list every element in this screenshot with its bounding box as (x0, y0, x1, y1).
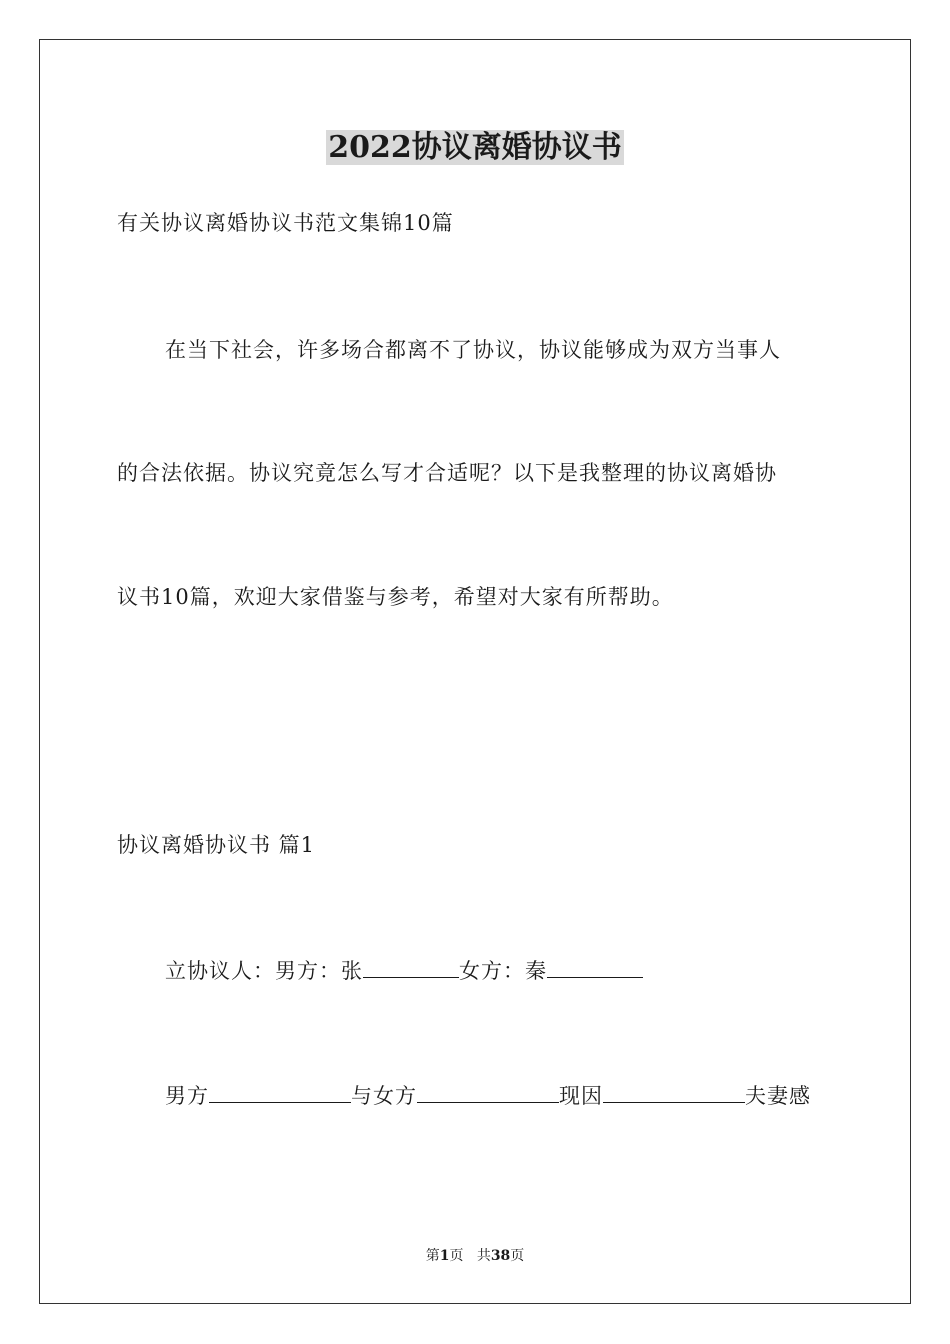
body-with-female: 与女方 (351, 1084, 417, 1108)
intro-line-3: 议书10篇，欢迎大家借鉴与参考，希望对大家有所帮助。 (117, 585, 674, 609)
footer-prefix: 第 (425, 1248, 440, 1264)
body-line (165, 1080, 811, 1111)
document-title (0, 128, 950, 168)
intro-line-2: 的合法依据。协议究竟怎么写才合适呢？以下是我整理的协议离婚协 (117, 461, 777, 485)
body-blank-2 (417, 1080, 559, 1103)
body-now-because: 现因 (559, 1084, 603, 1108)
female-name-blank (547, 955, 643, 978)
female-label: 女方：秦 (459, 959, 547, 983)
footer-page-number: 1 (439, 1248, 450, 1264)
page-footer (0, 1246, 950, 1266)
footer-total-pages: 38 (490, 1248, 511, 1264)
document-title-text: 2022协议离婚协议书 (328, 130, 622, 165)
document-subtitle: 有关协议离婚协议书范文集锦10篇 (117, 211, 454, 235)
parties-line (165, 955, 643, 986)
parties-label: 立协议人：男方：张 (165, 959, 363, 983)
body-blank-3 (603, 1080, 745, 1103)
footer-total-prefix: 共 (476, 1248, 491, 1264)
footer-total-suffix: 页 (510, 1248, 525, 1264)
footer-page-suffix: 页 (449, 1248, 464, 1264)
section-heading: 协议离婚协议书 篇1 (117, 833, 316, 857)
male-name-blank (363, 955, 459, 978)
body-tail: 夫妻感 (745, 1084, 811, 1108)
body-male: 男方 (165, 1084, 209, 1108)
intro-line-1: 在当下社会，许多场合都离不了协议，协议能够成为双方当事人 (165, 338, 781, 362)
body-blank-1 (209, 1080, 351, 1103)
